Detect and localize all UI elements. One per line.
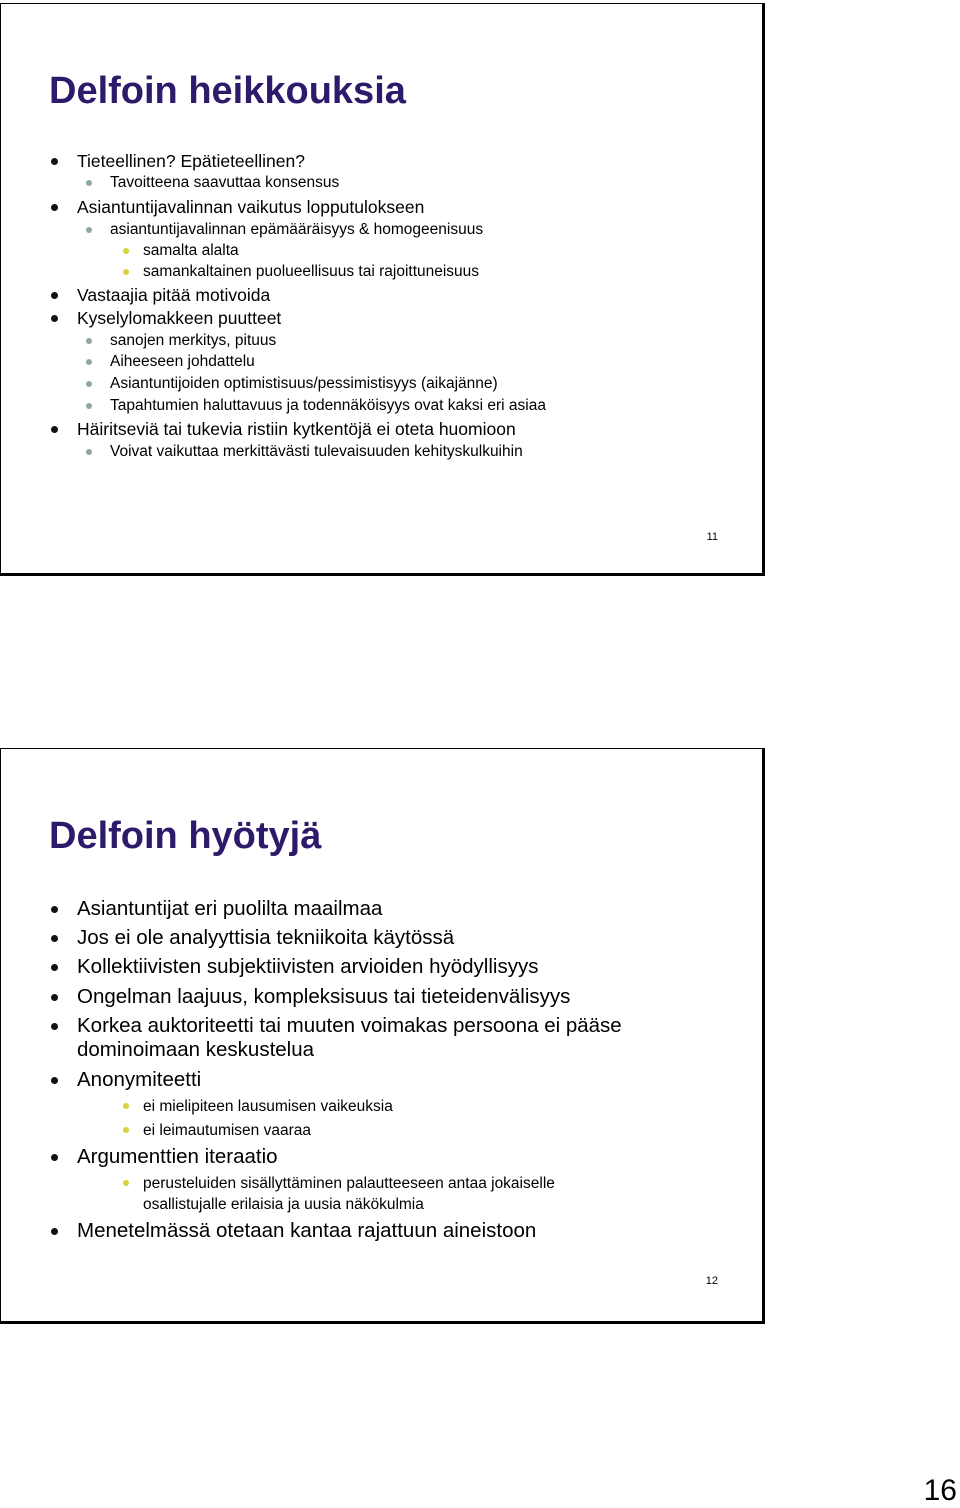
slide-title: Delfoin heikkouksia bbox=[49, 70, 406, 112]
bullet-item bbox=[77, 285, 270, 306]
bullet-text: Kollektiivisten subjektiivisten arvioiden hyödyllisyys bbox=[77, 955, 539, 978]
slide-page-number: 12 bbox=[705, 1275, 718, 1287]
bullet-dot-icon bbox=[51, 292, 58, 299]
bullet-dot-icon bbox=[123, 1103, 129, 1109]
bullet-item bbox=[110, 397, 546, 415]
bullet-text: Vastaajia pitää motivoida bbox=[77, 285, 271, 305]
bullet-dot-icon bbox=[86, 403, 92, 409]
bullet-item bbox=[77, 926, 454, 950]
bullet-text: Asiantuntijat eri puolilta maailmaa bbox=[77, 897, 383, 920]
bullet-text: ei mielipiteen lausumisen vaikeuksia bbox=[143, 1098, 393, 1115]
bullet-dot-icon bbox=[51, 426, 58, 433]
bullet-item bbox=[77, 308, 281, 329]
bullet-item bbox=[143, 1173, 555, 1215]
bullet-text: Asiantuntijavalinnan vaikutus lopputulokseen bbox=[77, 197, 425, 217]
bullet-item bbox=[110, 443, 523, 461]
bullet-item bbox=[110, 375, 498, 393]
bullet-item bbox=[77, 419, 516, 440]
bullet-dot-icon bbox=[51, 158, 58, 165]
bullet-dot-icon bbox=[123, 1127, 129, 1133]
bullet-text: Korkea auktoriteetti tai muuten voimakas persoona ei pääse bbox=[77, 1014, 622, 1037]
bullet-text: Voivat vaikuttaa merkittävästi tulevaisuuden kehityskulkuihin bbox=[110, 443, 523, 460]
bullet-text: samankaltainen puolueellisuus tai rajoittuneisuus bbox=[143, 263, 480, 280]
bullet-item bbox=[77, 897, 382, 921]
bullet-dot-icon bbox=[51, 935, 58, 942]
bullet-item bbox=[77, 197, 424, 218]
bullet-text: Asiantuntijoiden optimistisuus/pessimistisyys (aikajänne) bbox=[110, 375, 498, 392]
bullet-text: Argumenttien iteraatio bbox=[77, 1145, 278, 1168]
bullet-item bbox=[77, 1068, 201, 1092]
bullet-text: Tieteellinen? Epätieteellinen? bbox=[77, 151, 305, 171]
bullet-text: Ongelman laajuus, kompleksisuus tai tieteidenvälisyys bbox=[77, 985, 571, 1008]
slide-page-number: 11 bbox=[706, 531, 718, 543]
bullet-item bbox=[77, 151, 305, 172]
bullet-dot-icon bbox=[123, 248, 129, 254]
bullet-text: Kyselylomakkeen puutteet bbox=[77, 308, 282, 328]
bullet-item bbox=[77, 955, 538, 979]
bullet-text: Jos ei ole analyyttisia tekniikoita käytössä bbox=[77, 926, 455, 949]
bullet-item bbox=[77, 985, 570, 1009]
bullet-item bbox=[143, 1120, 311, 1141]
bullet-dot-icon bbox=[51, 204, 58, 211]
bullet-item bbox=[77, 1014, 622, 1062]
bullet-item bbox=[143, 1096, 393, 1117]
bullet-dot-icon bbox=[51, 906, 58, 913]
bullet-text: sanojen merkitys, pituus bbox=[110, 332, 277, 349]
bullet-text-continued: osallistujalle erilaisia ja uusia näkökulmia bbox=[143, 1196, 424, 1213]
bullet-dot-icon bbox=[86, 180, 92, 186]
bullet-text: Aiheeseen johdattelu bbox=[110, 353, 255, 370]
bullet-text: ei leimautumisen vaaraa bbox=[143, 1122, 312, 1139]
bullet-text: perusteluiden sisällyttäminen palautteeseen antaa jokaiselle bbox=[143, 1175, 555, 1192]
bullet-dot-icon bbox=[86, 338, 92, 344]
bullet-dot-icon bbox=[86, 381, 92, 387]
bullet-dot-icon bbox=[86, 449, 92, 455]
bullet-dot-icon bbox=[51, 1228, 58, 1235]
bullet-item bbox=[143, 263, 479, 281]
bullet-text: asiantuntijavalinnan epämääräisyys & homogeenisuus bbox=[110, 221, 484, 238]
bullet-item bbox=[77, 1219, 536, 1243]
bullet-item bbox=[110, 174, 339, 192]
bullet-text: Anonymiteetti bbox=[77, 1068, 202, 1091]
bullet-text-continued: dominoimaan keskustelua bbox=[77, 1038, 315, 1061]
bullet-dot-icon bbox=[86, 359, 92, 365]
bullet-item bbox=[110, 353, 255, 371]
bullet-text: Tavoitteena saavuttaa konsensus bbox=[110, 174, 340, 191]
bullet-dot-icon bbox=[51, 1077, 58, 1084]
slide-11 bbox=[0, 3, 765, 576]
bullet-dot-icon bbox=[51, 994, 58, 1001]
bullet-dot-icon bbox=[86, 227, 92, 233]
bullet-item bbox=[77, 1145, 278, 1169]
bullet-item bbox=[110, 221, 483, 239]
bullet-text: Tapahtumien haluttavuus ja todennäköisyys ovat kaksi eri asiaa bbox=[110, 397, 546, 414]
bullet-dot-icon bbox=[123, 269, 129, 275]
bullet-dot-icon bbox=[51, 964, 58, 971]
slide-title: Delfoin hyötyjä bbox=[49, 815, 322, 857]
bullet-text: samalta alalta bbox=[143, 242, 239, 259]
bullet-item bbox=[143, 242, 239, 260]
bullet-dot-icon bbox=[51, 1023, 58, 1030]
bullet-item bbox=[110, 332, 276, 350]
slide-12 bbox=[0, 748, 765, 1324]
bullet-dot-icon bbox=[123, 1180, 129, 1186]
bullet-dot-icon bbox=[51, 1154, 58, 1161]
document-page-number: 16 bbox=[923, 1474, 957, 1507]
bullet-text: Menetelmässä otetaan kantaa rajattuun aineistoon bbox=[77, 1219, 537, 1242]
bullet-dot-icon bbox=[51, 315, 58, 322]
bullet-text: Häiritseviä tai tukevia ristiin kytkentöjä ei oteta huomioon bbox=[77, 419, 516, 439]
